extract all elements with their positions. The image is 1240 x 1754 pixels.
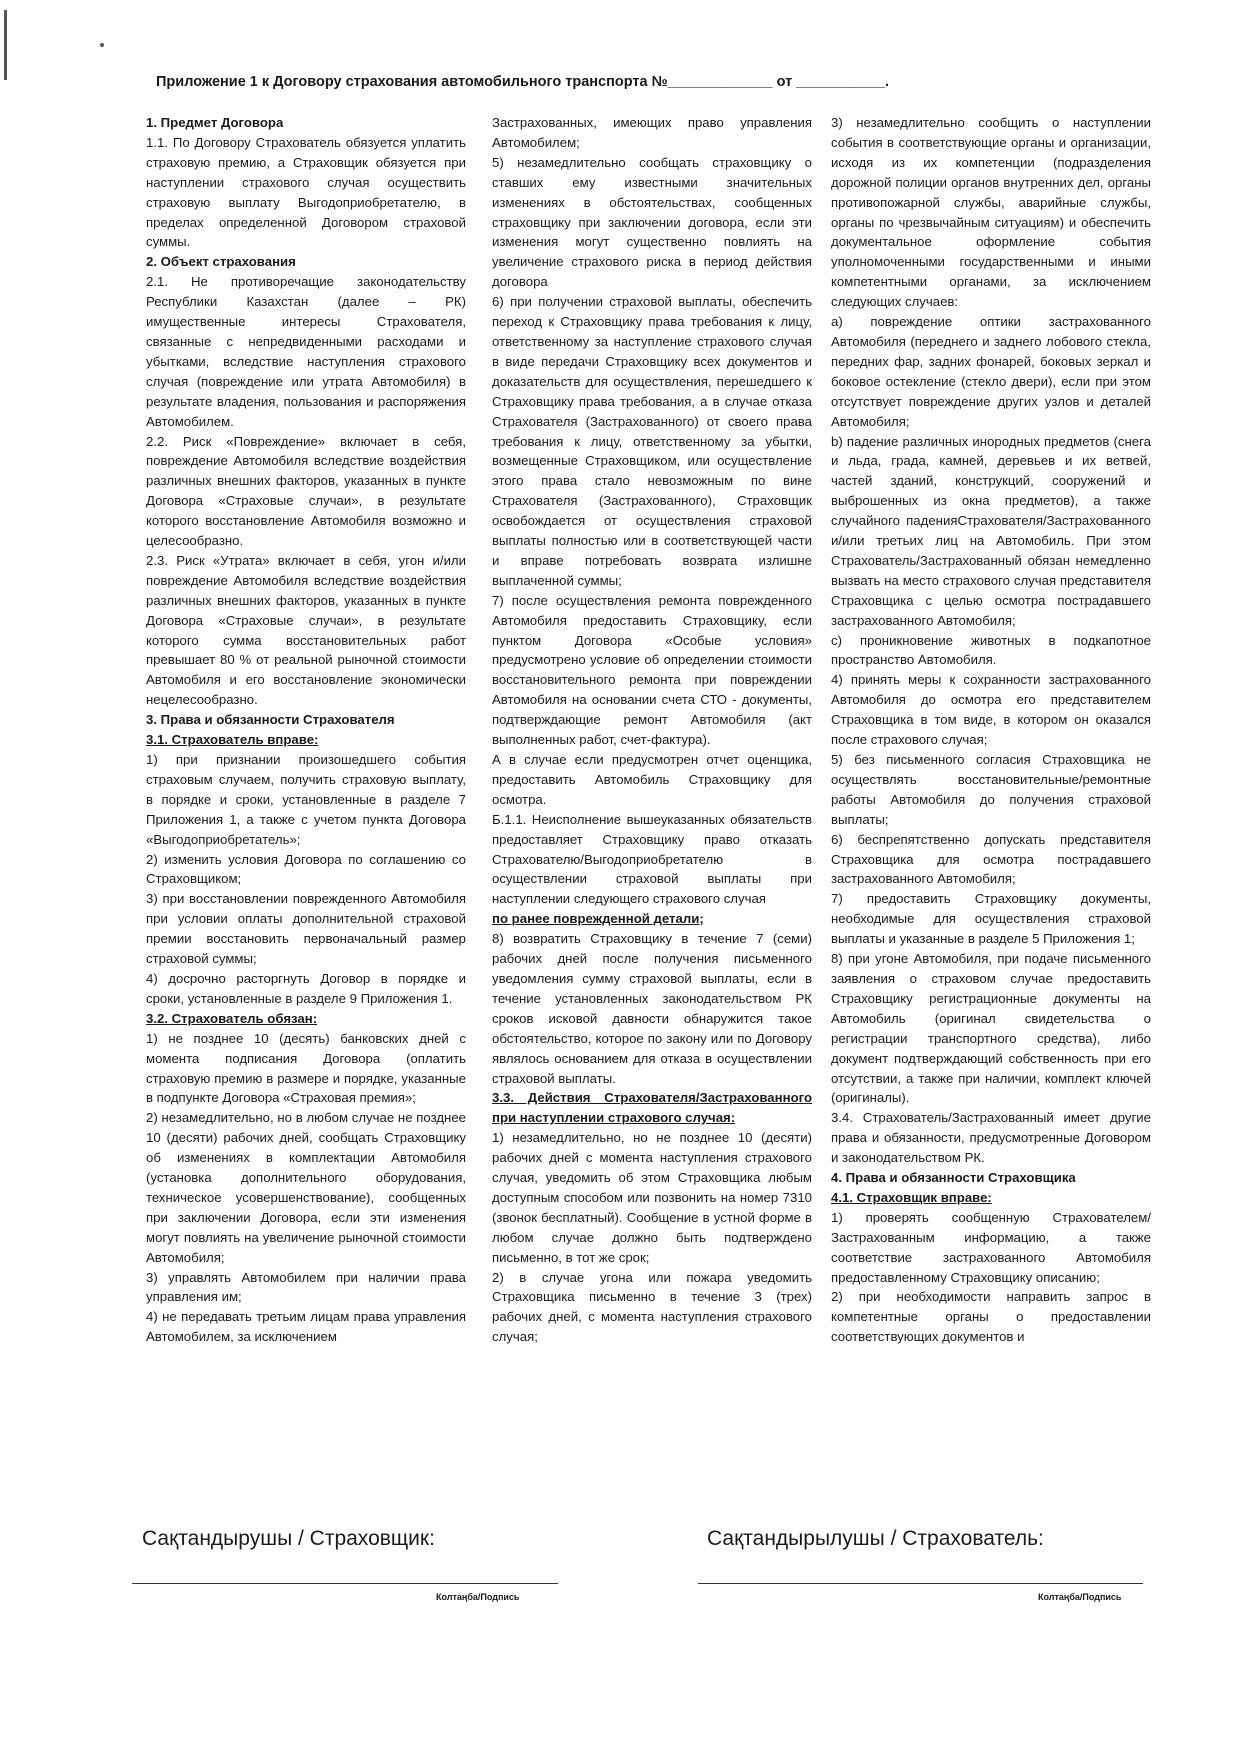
subsection-heading: по ранее поврежденной детали; xyxy=(492,911,704,927)
paragraph: 1) проверять сообщенную Страхователем/Застрахованным информацию, а также соответствие застрахованного Автомобиля предоставленному Страховщику описанию; xyxy=(831,1209,1151,1285)
insurer-signature-label: Сақтандырушы / Страховщик: xyxy=(142,1527,435,1550)
paragraph: 3) незамедлительно сообщить о наступлении события в соответствующие органы и организации, исходя из их компетенции (подразделения дорожной полиции органов внутренних дел, органы противопожарной службы, аварийные службы, органы по чрезвычайным ситуациям) и обеспечить документальное оформление события уполномоченными государственными и иными компетентными органами, за исключением следующих случаев: xyxy=(831,115,1151,310)
insurer-signature-line xyxy=(132,1583,558,1584)
section-heading: 4. Права и обязанности Страховщика xyxy=(831,1170,1076,1186)
paragraph: А в случае если предусмотрен отчет оценщика, предоставить Автомобиль Страховщику для осмотра. xyxy=(492,752,812,807)
paragraph: 3) управлять Автомобилем при наличии права управления им; xyxy=(146,1269,466,1305)
paragraph: 7) предоставить Страховщику документы, необходимые для осуществления страховой выплаты и указанные в разделе 5 Приложения 1; xyxy=(831,891,1151,947)
paragraph: 4) досрочно расторгнуть Договор в порядке и сроки, установленные в разделе 9 Приложения 1. xyxy=(146,970,466,1006)
document-body xyxy=(146,113,1151,1613)
paragraph: Застрахованных, имеющих право управления Автомобилем; xyxy=(492,115,812,150)
paragraph: 2) в случае угона или пожара уведомить Страховщика письменно в течение 3 (трех) рабочих дней, с момента наступления страхового случая; xyxy=(492,1269,812,1345)
paragraph: 1) при признании произошедшего события страховым случаем, получить страховую выплату, в порядке и сроки, установленные в разделе 7 Приложения 1, а также с учетом пункта Договора «Выгодоприобретатель»; xyxy=(146,752,466,847)
insurer-signature-caption: Колтаңба/Подпись xyxy=(436,1592,520,1602)
binding-mark xyxy=(4,10,7,80)
paragraph: 2.1. Не противоречащие законодательству Республики Казахстан (далее – РК) имущественные интересы Страхователя, связанные с непредвиденными расходами и убытками, вследствие наступления страхового случая (повреждение или утрата Автомобиля) в результате владения, пользования и распоряжения Автомобилем. xyxy=(146,274,466,429)
paragraph: Б.1.1. Неисполнение вышеуказанных обязательств предоставляет Страховщику право отказать Страхователю/Выгодоприобретателю в осуществлении страховой выплаты при наступлении следующего страхового случая xyxy=(492,811,812,907)
insured-signature-label: Сақтандырылушы / Страхователь: xyxy=(707,1527,1044,1550)
section-heading: 3. Права и обязанности Страхователя xyxy=(146,712,395,728)
paragraph: 5) без письменного согласия Страховщика не осуществлять восстановительные/ремонтные работы Автомобиля до получения страховой выплаты; xyxy=(831,752,1151,827)
paragraph: 2.2. Риск «Повреждение» включает в себя, повреждение Автомобиля вследствие воздействия различных внешних факторов, указанных в пункте Договора «Страховые случаи», в результате которого восстановление Автомобиля возможно и целесообразно. xyxy=(146,433,466,549)
paragraph: c) проникновение животных в подкапотное пространство Автомобиля. xyxy=(831,632,1151,668)
text-column-1 xyxy=(146,113,466,1347)
paragraph: 2) незамедлительно, но в любом случае не позднее 10 (десяти) рабочих дней, сообщать Страховщику об изменениях в комплектации Автомобиля (установка дополнительного оборудования, техническое усовершенствование), сообщенных при заключении Договора, если эти изменения могут повлиять на увеличение рыночной стоимости Автомобиля; xyxy=(146,1110,466,1265)
text-column-3 xyxy=(831,113,1151,1347)
paragraph: 6) беспрепятственно допускать представителя Страховщика для осмотра пострадавшего застрахованного Автомобиля; xyxy=(831,831,1151,887)
paragraph: 1) незамедлительно, но не позднее 10 (десяти) рабочих дней с момента наступления страхового случая, уведомить об этом Страховщика любым доступным способом или позвонить на номер 7310 (звонок бесплатный). Сообщение в устной форме в любом случае должно быть подтверждено письменно, в тот же срок; xyxy=(492,1130,812,1265)
insured-signature-caption: Колтаңба/Подпись xyxy=(1038,1592,1122,1602)
paragraph: b) падение различных инородных предметов (снега и льда, града, камней, деревьев и их ветвей, частей зданий, конструкций, сооружений и выброшенных из окна предметов), а также случайного паденияСтрахователя/Застрахованного и/или третьих лиц на Автомобиль. При этом Страхователь/Застрахованный обязан немедленно вызвать на место страхового случая представителя Страховщика с целью осмотра пострадавшего застрахованного Автомобиля; xyxy=(831,433,1151,628)
section-heading: 1. Предмет Договора xyxy=(146,115,284,130)
paragraph: 2) изменить условия Договора по соглашению со Страховщиком; xyxy=(146,851,466,887)
paragraph: 2) при необходимости направить запрос в компетентные органы о предоставлении соответствующих документов и xyxy=(831,1289,1151,1345)
page-title: Приложение 1 к Договору страхования автомобильного транспорта №_____________ от ___________. xyxy=(156,74,889,90)
scan-dot xyxy=(100,43,104,47)
paragraph: 1.1. По Договору Страхователь обязуется уплатить страховую премию, а Страховщик обязуется при наступлении страхового случая осуществить страховую выплату Выгодоприобретателю, в пределах определенной Договором страховой суммы. xyxy=(146,134,466,250)
paragraph: 4) не передавать третьим лицам права управления Автомобилем, за исключением xyxy=(146,1309,466,1345)
paragraph: 5) незамедлительно сообщать страховщику о ставших ему известными значительных изменениях в обстоятельствах, сообщенных страховщику при заключении договора, если эти изменения могут существенно повлиять на увеличение страхового риска в период действия договора xyxy=(492,154,812,290)
paragraph: 1) не позднее 10 (десять) банковских дней с момента подписания Договора (оплатить страховую премию в размере и порядке, указанные в подпункте Договора «Страховая премия»; xyxy=(146,1030,466,1106)
subsection-heading: 3.3. Действия Страхователя/Застрахованного при наступлении страхового случая: xyxy=(492,1090,812,1126)
paragraph: a) повреждение оптики застрахованного Автомобиля (переднего и заднего лобового стекла, передних фар, задних фонарей, боковых зеркал и боковое остекление (стекло двери), если при этом отсутствует повреждение других узлов и деталей Автомобиля; xyxy=(831,314,1151,429)
paragraph: 3.4. Страхователь/Застрахованный имеет другие права и обязанности, предусмотренные Договором и законодательством РК. xyxy=(831,1110,1151,1166)
subsection-heading: 4.1. Страховщик вправе: xyxy=(831,1189,992,1205)
subsection-heading: 3.2. Страхователь обязан: xyxy=(146,1010,318,1026)
section-heading: 2. Объект страхования xyxy=(146,254,296,270)
paragraph: 2.3. Риск «Утрата» включает в себя, угон и/или повреждение Автомобиля вследствие воздействия различных внешних факторов, указанных в пункте Договора «Страховые случаи», в результате которого сумма восстановительных работ превышает 80 % от реальной рыночной стоимости Автомобиля и его восстановление экономически нецелесообразно. xyxy=(146,552,466,708)
subsection-heading: 3.1. Страхователь вправе: xyxy=(146,732,319,748)
text-column-2 xyxy=(492,113,812,1347)
paragraph: 6) при получении страховой выплаты, обеспечить переход к Страховщику права требования к лицу, ответственному за наступление страхового случая в виде передачи Страховщику всех документов и доказательств для осуществления, перешедшего к Страховщику права требования, а в случае отказа Страхователя (Застрахованного) от своего права требования к лицу, ответственному за убытки, возмещенные Страховщиком, или осуществление этого права стало невозможным по вине Страхователя (Застрахованного), Страховщик освобождается от осуществления страховой выплаты полностью или в соответствующей части и вправе потребовать возврата излишне выплаченной суммы; xyxy=(492,294,812,588)
insured-signature-line xyxy=(698,1583,1143,1584)
paragraph: 8) возвратить Страховщику в течение 7 (семи) рабочих дней после получения письменного уведомления сумму страховой выплаты, если в течение установленных законодательством РК сроков исковой давности обнаружится такое обстоятельство, которое по закону или по Договору являлось основанием для отказа в осуществлении страховой выплаты. xyxy=(492,931,812,1086)
paragraph: 3) при восстановлении поврежденного Автомобиля при условии оплаты дополнительной страховой премии восстановить первоначальный размер страховой суммы; xyxy=(146,891,466,967)
paragraph: 4) принять меры к сохранности застрахованного Автомобиля до осмотра его представителем Страховщика в том виде, в котором он оказался после страхового случая; xyxy=(831,672,1151,748)
paragraph: 8) при угоне Автомобиля, при подаче письменного заявления о страховом случае предоставить Страховщику регистрационные документы на Автомобиль (оригинал свидетельства о регистрации транспортного средства), либо документ подтверждающий собственность при его отсутствии, а также при наличии, комплект ключей (оригиналы). xyxy=(831,951,1151,1106)
paragraph: 7) после осуществления ремонта поврежденного Автомобиля предоставить Страховщику, если пунктом Договора «Особые условия» предусмотрено условие об определении стоимости восстановительного ремонта при повреждении Автомобиля на основании счета СТО - документы, подтверждающие ремонт Автомобиля (акт выполненных работ, счет-фактура). xyxy=(492,592,812,748)
